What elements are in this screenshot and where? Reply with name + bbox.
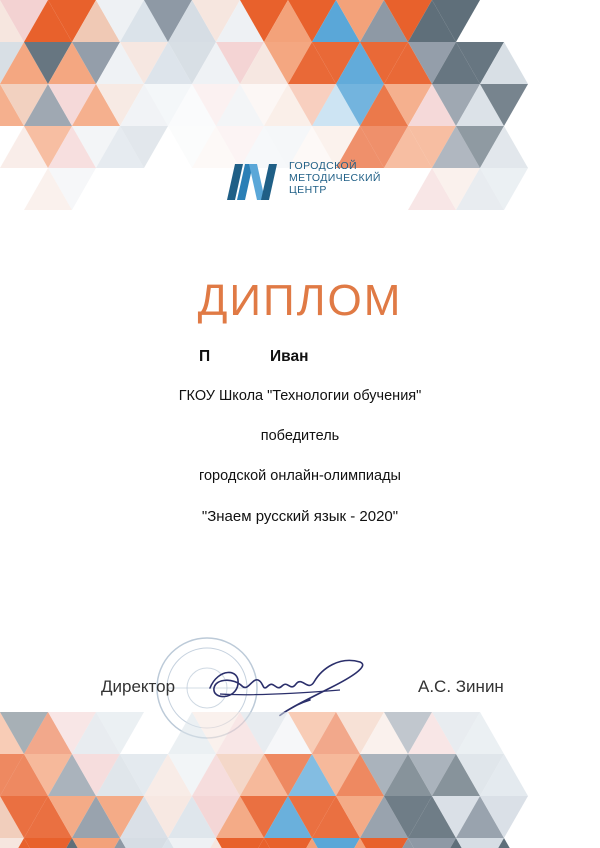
recipient-first-name: Иван — [270, 348, 309, 365]
pattern-triangle — [72, 838, 120, 848]
director-name: А.С. Зинин — [418, 677, 504, 696]
award-line: победитель — [260, 428, 340, 444]
event-line-2: "Знаем русский язык - 2020" — [201, 508, 399, 525]
pattern-triangle — [408, 838, 456, 848]
pattern-triangle — [168, 838, 216, 848]
school-line: ГКОУ Школа "Технологии обучения" — [178, 388, 422, 404]
pattern-triangle — [120, 838, 168, 848]
bottom-triangle-pattern — [0, 712, 600, 848]
logo-line-3: ЦЕНТР — [289, 184, 327, 196]
diploma-title: ДИПЛОМ — [197, 276, 403, 325]
center-logo — [225, 158, 395, 202]
event-line-1: городской онлайн-олимпиады — [199, 468, 401, 484]
logo-text — [289, 160, 381, 196]
pattern-triangle — [456, 838, 504, 848]
logo-line-2: МЕТОДИЧЕСКИЙ — [289, 172, 381, 184]
logo-line-1: ГОРОДСКОЙ — [289, 160, 357, 172]
director-label: Директор — [101, 677, 176, 696]
recipient-surname: П — [199, 348, 211, 365]
mc-logo-icon — [225, 158, 283, 202]
pattern-triangle — [24, 838, 72, 848]
pattern-triangle — [216, 838, 264, 848]
pattern-triangle — [264, 838, 312, 848]
pattern-triangle — [312, 838, 360, 848]
pattern-triangle — [360, 838, 408, 848]
